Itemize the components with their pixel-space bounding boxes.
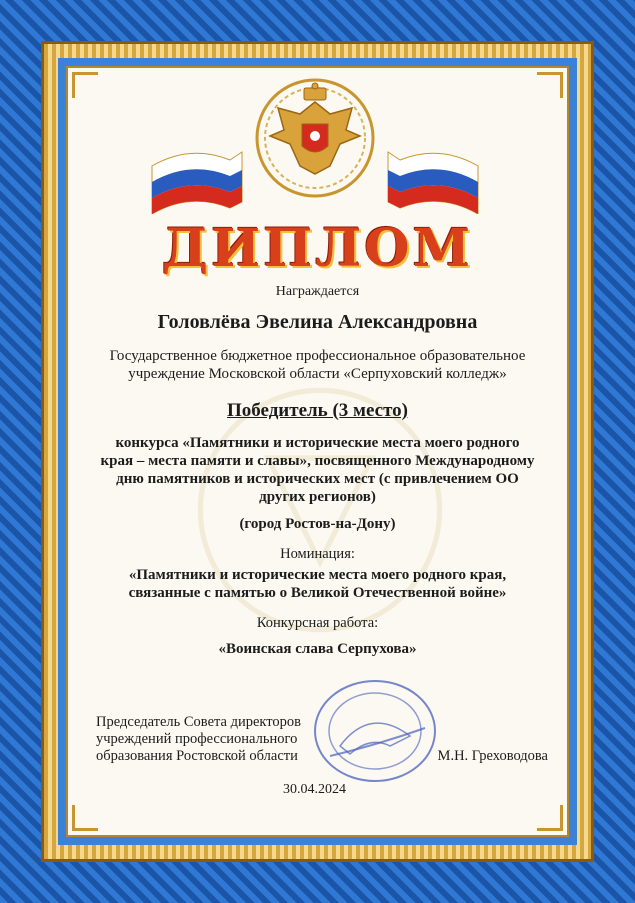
corner-ornament [537, 72, 563, 98]
contest-description [80, 434, 555, 506]
contest-line: конкурса «Памятники и исторические места моего родного [115, 435, 520, 451]
russian-flag-icon [388, 152, 478, 214]
diploma-title: ДИПЛОМ [161, 218, 474, 279]
signatory-title [96, 714, 336, 765]
organization-line: Государственное бюджетное профессиональное образовательное [109, 348, 526, 364]
signatory-line: Председатель Совета директоров [96, 714, 301, 730]
signatory-line: образования Ростовской области [96, 748, 298, 764]
nomination-label: Номинация: [280, 546, 355, 562]
signatory-name: М.Н. Греховодова [437, 748, 548, 764]
nomination-line: связанные с памятью о Великой Отечественной войне» [128, 585, 507, 601]
nomination-line: «Памятники и исторические места моего родного края, [128, 567, 507, 583]
work-label: Конкурсная работа: [256, 615, 379, 631]
corner-ornament [537, 805, 563, 831]
contest-line: дню памятников и исторических мест (с привлечением ОО [116, 471, 519, 487]
corner-ornament [72, 72, 98, 98]
nomination [80, 566, 555, 602]
organization-line: учреждение Московской области «Серпуховский колледж» [128, 366, 507, 382]
award-label: Награждается [275, 284, 360, 299]
place-award: Победитель (3 место) [226, 400, 409, 421]
contest-line: других регионов) [259, 489, 376, 505]
organization [80, 347, 555, 383]
work-title: «Воинская слава Серпухова» [218, 641, 417, 657]
corner-ornament [72, 805, 98, 831]
issue-date: 30.04.2024 [283, 782, 346, 797]
russian-flag-icon [152, 152, 242, 214]
contest-line: края – места памяти и славы», посвященного Международному [100, 453, 535, 469]
signatory-line: учреждений профессионального [96, 731, 298, 747]
coat-of-arms-icon [150, 74, 480, 214]
recipient-name: Головлёва Эвелина Александровна [157, 311, 478, 333]
city: (город Ростов-на-Дону) [239, 516, 396, 532]
